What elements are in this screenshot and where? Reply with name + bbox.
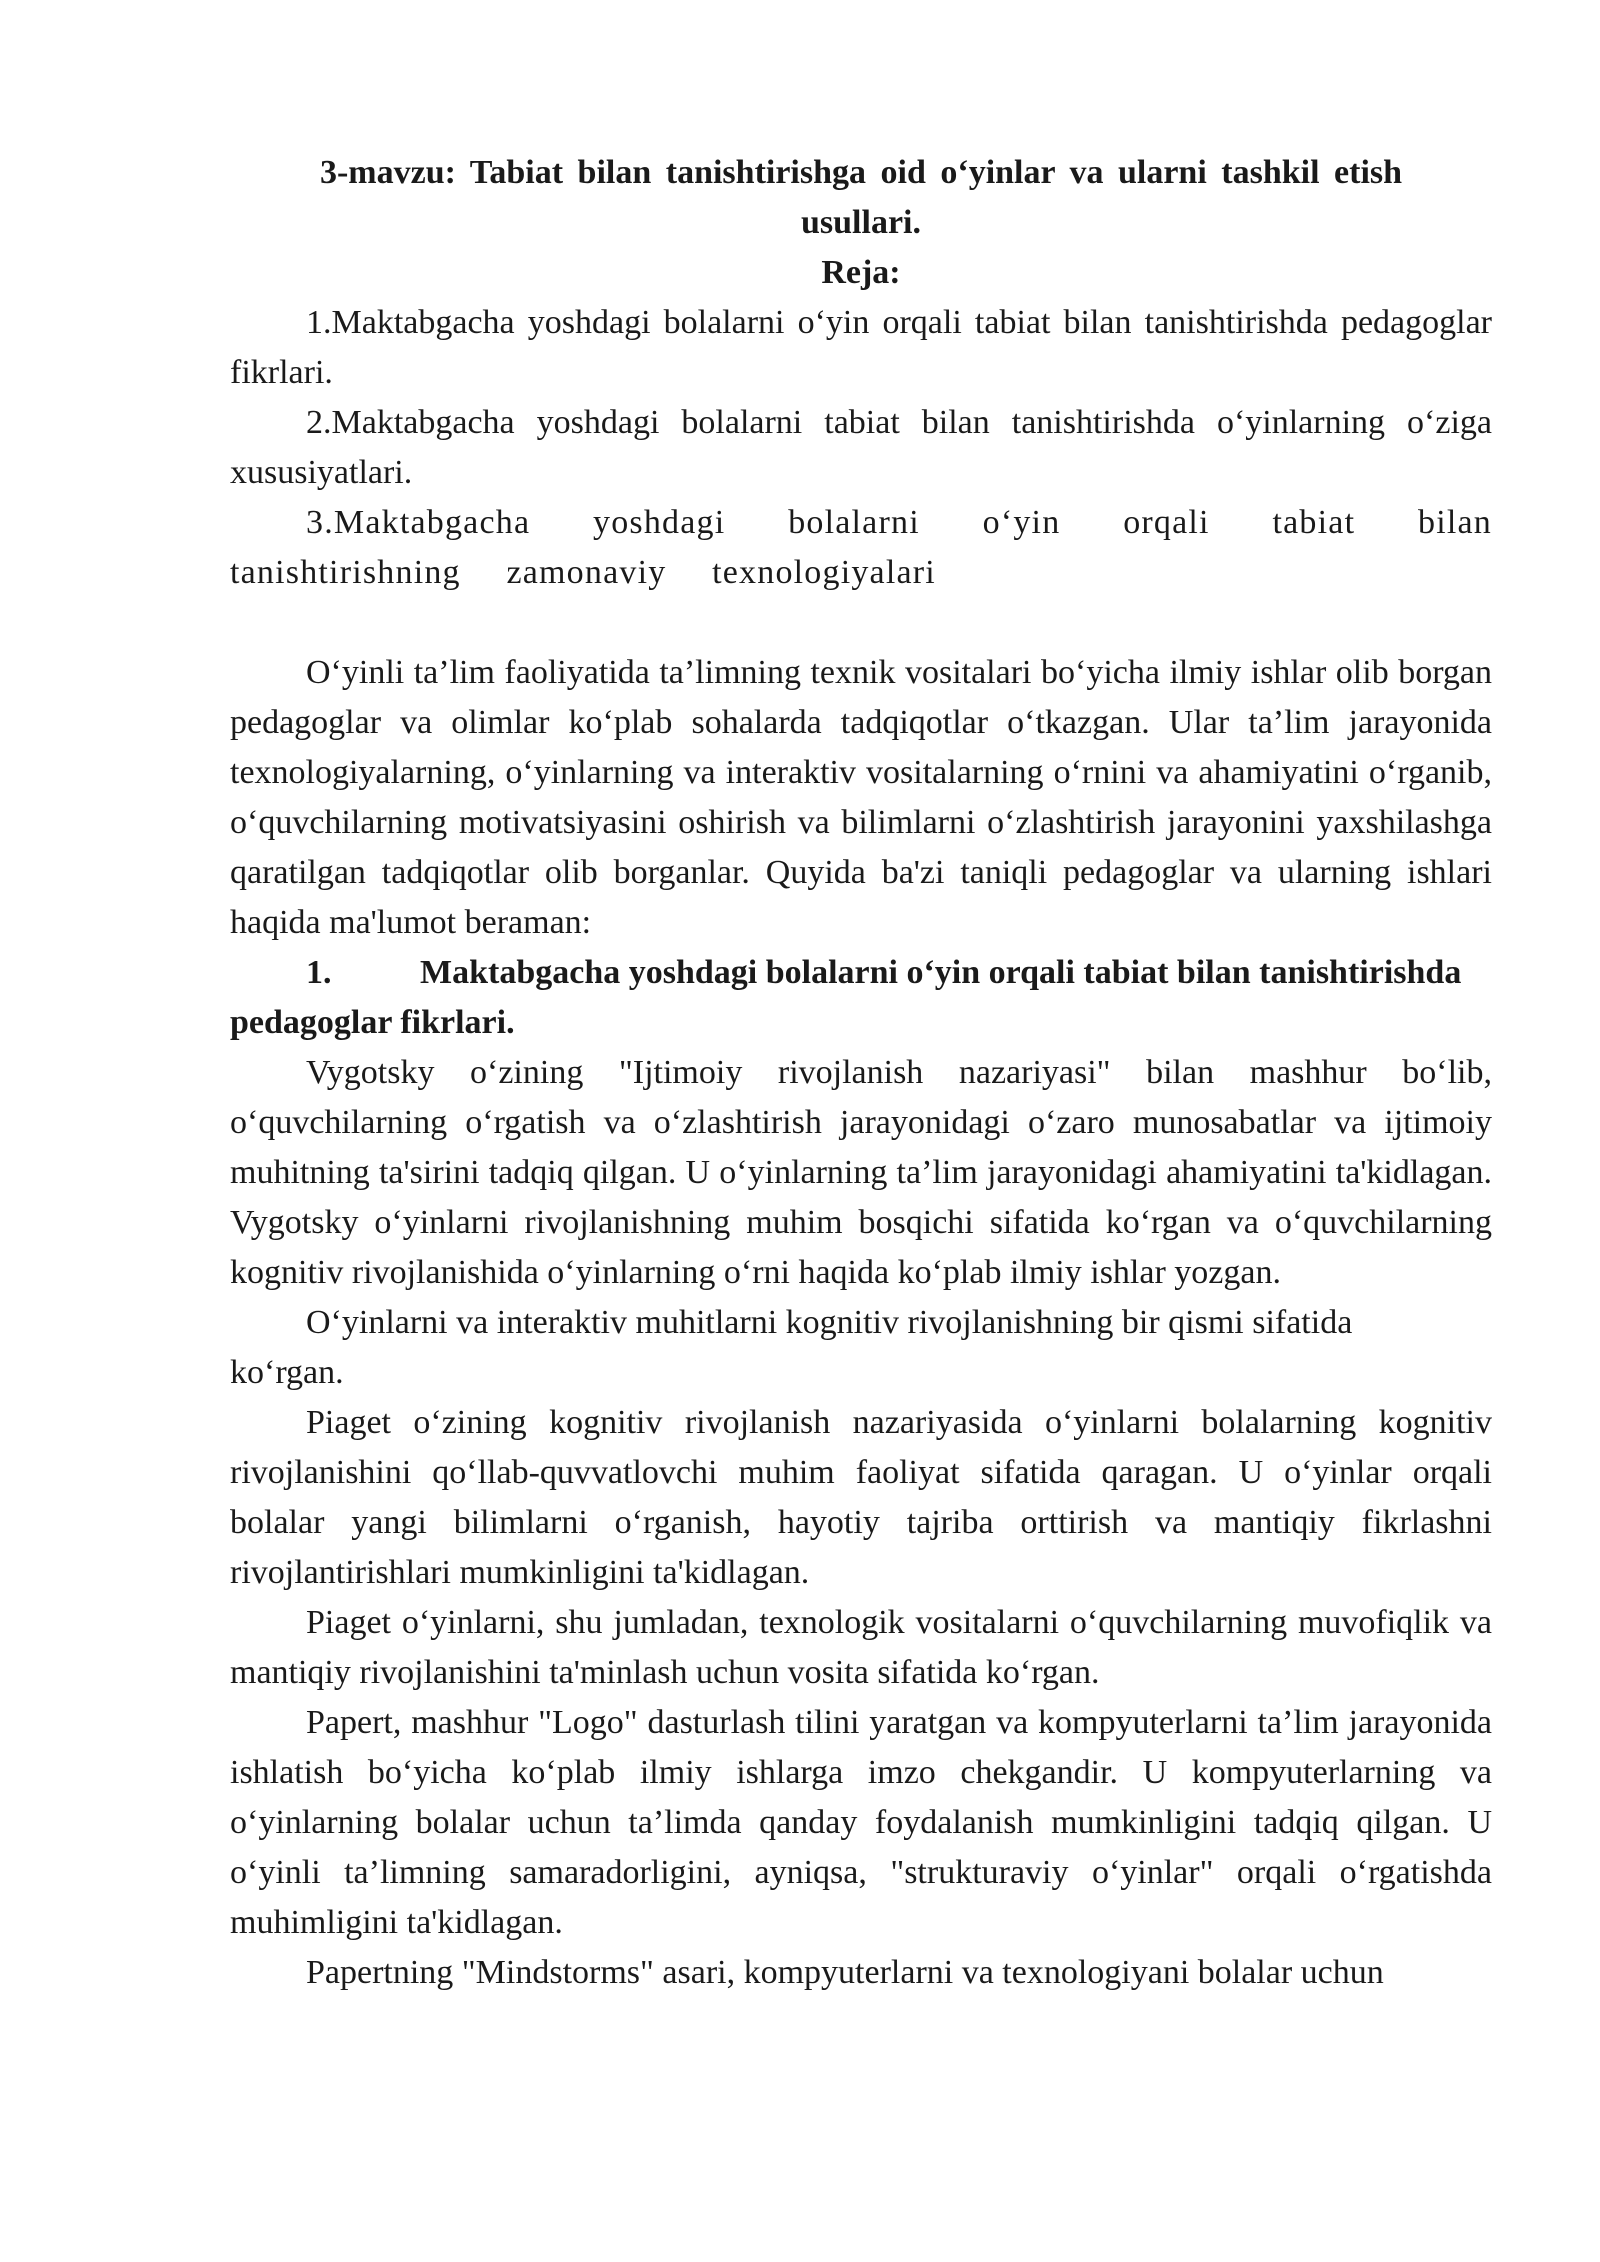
plan-item-3: 3.Maktabgacha yoshdagi bolalarni o‘yin orqali tabiat bilan tanishtirishning zamonaviy texnologiyalari (230, 504, 1492, 591)
document-page (230, 148, 1492, 1998)
plan-heading: Reja: (821, 254, 901, 291)
section-1-heading-text: Maktabgacha yoshdagi bolalarni o‘yin orqali tabiat bilan tanishtirishda pedagoglar fikrlari. (230, 954, 1462, 1041)
section-1-number: 1. (306, 954, 332, 991)
plan-item-2: 2.Maktabgacha yoshdagi bolalarni tabiat bilan tanishtirishda o‘yinlarning o‘ziga xususiyatlari. (230, 404, 1492, 491)
section-1-heading (230, 948, 1492, 1048)
paragraph-piaget-tools: Piaget o‘yinlarni, shu jumladan, texnologik vositalarni o‘quvchilarning muvofiqlik va mantiqiy rivojlanishini ta'minlash uchun vosita sifatida ko‘rgan. (230, 1604, 1492, 1691)
intro-paragraph: O‘yinli ta’lim faoliyatida ta’limning texnik vositalari bo‘yicha ilmiy ishlar olib borgan pedagoglar va olimlar ko‘plab sohalarda tadqiqotlar o‘tkazgan. Ular ta’lim jarayonida texnologiyalarning, o‘yinlarning va interaktiv vositalarning o‘rnini va ahamiyatini o‘rganib, o‘quvchilarning motivatsiyasini oshirish va bilimlarni o‘zlashtirish jarayonini yaxshilashga qaratilgan tadqiqotlar olib borganlar. Quyida ba'zi taniqli pedagoglar va ularning ishlari haqida ma'lumot beraman: (230, 654, 1492, 941)
paragraph-vygotsky-note: O‘yinlarni va interaktiv muhitlarni kognitiv rivojlanishning bir qismi sifatida ko‘rgan. (230, 1304, 1353, 1391)
paragraph-papert-mindstorms: Papertning "Mindstorms" asari, kompyuterlarni va texnologiyani bolalar uchun (306, 1954, 1384, 1991)
plan-item-1: 1.Maktabgacha yoshdagi bolalarni o‘yin orqali tabiat bilan tanishtirishda pedagoglar fikrlari. (230, 304, 1492, 391)
paragraph-piaget: Piaget o‘zining kognitiv rivojlanish nazariyasida o‘yinlarni bolalarning kognitiv rivojlanishini qo‘llab-quvvatlovchi muhim faoliyat sifatida qaragan. U o‘yinlar orqali bolalar yangi bilimlarni o‘rganish, hayotiy tajriba orttirish va mantiqiy fikrlashni rivojlantirishlari mumkinligini ta'kidlagan. (230, 1404, 1492, 1591)
document-title: 3-mavzu: Tabiat bilan tanishtirishga oid o‘yinlar va ularni tashkil etish usullari. (319, 154, 1403, 241)
paragraph-papert: Papert, mashhur "Logo" dasturlash tilini yaratgan va kompyuterlarni ta’lim jarayonida ishlatish bo‘yicha ko‘plab ilmiy ishlarga imzo chekgandir. U kompyuterlarning va o‘yinlarning bolalar uchun ta’limda qanday foydalanish mumkinligini tadqiq qilgan. U o‘yinli ta’limning samaradorligini, ayniqsa, "strukturaviy o‘yinlar" orqali o‘rgatishda muhimligini ta'kidlagan. (230, 1704, 1492, 1941)
paragraph-vygotsky: Vygotsky o‘zining "Ijtimoiy rivojlanish nazariyasi" bilan mashhur bo‘lib, o‘quvchilarning o‘rgatish va o‘zlashtirish jarayonidagi o‘zaro munosabatlar va ijtimoiy muhitning ta'sirini tadqiq qilgan. U o‘yinlarning ta’lim jarayonidagi ahamiyatini ta'kidlagan. Vygotsky o‘yinlarni rivojlanishning muhim bosqichi sifatida ko‘rgan va o‘quvchilarning kognitiv rivojlanishida o‘yinlarning o‘rni haqida ko‘plab ilmiy ishlar yozgan. (230, 1054, 1492, 1291)
paragraph-gap (230, 598, 1492, 648)
